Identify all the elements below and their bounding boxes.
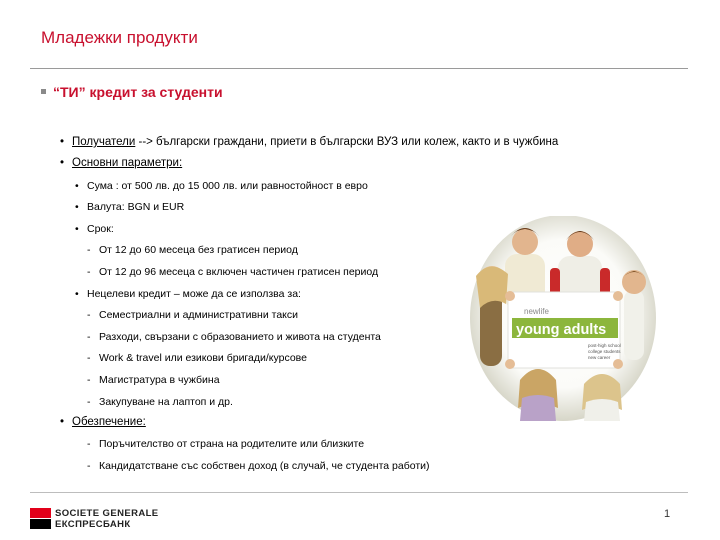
purpose-option-3-text: Work & travel или езикови бригади/курсове xyxy=(99,352,307,364)
person-head xyxy=(512,229,538,255)
bullet-icon: • xyxy=(75,180,79,192)
young-adults-photo xyxy=(470,216,656,421)
section-title: “ТИ” кредит за студенти xyxy=(53,84,223,100)
recipients-label: Получатели xyxy=(72,136,136,148)
footer-divider xyxy=(30,492,688,493)
dash-icon: - xyxy=(87,309,91,321)
hand xyxy=(613,291,623,301)
currency-text: Валута: BGN и EUR xyxy=(87,201,185,213)
hand xyxy=(505,359,515,369)
logo-square-icon xyxy=(30,508,51,529)
bullet-icon: • xyxy=(60,157,65,169)
dash-icon: - xyxy=(87,266,91,278)
params-item xyxy=(60,157,182,169)
dash-icon: - xyxy=(87,460,91,472)
title-divider xyxy=(30,68,688,69)
purpose-option-2 xyxy=(87,331,381,343)
dash-icon: - xyxy=(87,438,91,450)
purpose-option-5 xyxy=(87,396,233,408)
bullet-icon: • xyxy=(75,288,79,300)
params-label: Основни параметри: xyxy=(72,157,183,169)
bullet-icon: • xyxy=(60,136,65,148)
purpose-option-1 xyxy=(87,309,298,321)
term-option-1-text: От 12 до 60 месеца без гратисен период xyxy=(99,244,298,256)
amount-item xyxy=(75,180,368,192)
dash-icon: - xyxy=(87,331,91,343)
collateral-option-1-text: Поръчителство от страна на родителите или близките xyxy=(99,438,365,450)
page-number: 1 xyxy=(664,508,671,520)
square-bullet-icon xyxy=(41,89,46,94)
amount-text: Сума : от 500 лв. до 15 000 лв. или равностойност в евро xyxy=(87,180,368,192)
dash-icon: - xyxy=(87,374,91,386)
purpose-text: Нецелеви кредит – може да се използва за: xyxy=(87,288,301,300)
recipients-text: --> български граждани, приети в български ВУЗ или колеж, както и в чужбина xyxy=(135,136,559,148)
term-option-1 xyxy=(87,244,298,256)
collateral-label: Обезпечение: xyxy=(72,416,146,428)
purpose-option-4 xyxy=(87,374,220,386)
sign-headline: young adults xyxy=(516,322,607,338)
purpose-option-3 xyxy=(87,352,307,364)
term-option-2 xyxy=(87,266,378,278)
person-shirt xyxy=(624,290,644,360)
purpose-option-1-text: Семестриални и административни такси xyxy=(99,309,298,321)
purpose-option-2-text: Разходи, свързани с образованието и живота на студента xyxy=(99,331,381,343)
collateral-option-1 xyxy=(87,438,364,450)
term-text: Срок: xyxy=(87,223,114,235)
purpose-item xyxy=(75,288,301,300)
sign-brand: newlife xyxy=(524,307,549,316)
purpose-option-5-text: Закупуване на лаптоп и др. xyxy=(99,396,233,408)
sign-sub-2: college students xyxy=(588,349,621,354)
hand xyxy=(613,359,623,369)
purpose-option-4-text: Магистратура в чужбина xyxy=(99,374,220,386)
recipients-item xyxy=(60,136,558,148)
collateral-option-2-text: Кандидатстване със собствен доход (в случай, че студента работи) xyxy=(99,460,430,472)
bullet-icon: • xyxy=(60,416,65,428)
term-option-2-text: От 12 до 96 месеца с включен частичен гратисен период xyxy=(99,266,379,278)
dash-icon: - xyxy=(87,352,91,364)
term-item xyxy=(75,223,114,235)
sign-sub-1: post-high school xyxy=(588,343,621,348)
section-heading xyxy=(41,84,223,100)
person-shirt xyxy=(520,395,556,421)
dash-icon: - xyxy=(87,396,91,408)
person-shirt xyxy=(584,399,620,421)
logo-line-1: SOCIETE GENERALE xyxy=(55,508,159,519)
logo-line-2: ЕКСПРЕСБАНК xyxy=(55,519,131,530)
sign-sub-3: new career xyxy=(588,355,611,360)
currency-item xyxy=(75,201,184,213)
bullet-icon: • xyxy=(75,223,79,235)
dash-icon: - xyxy=(87,244,91,256)
hand xyxy=(505,291,515,301)
page-title: Младежки продукти xyxy=(41,28,198,47)
bullet-icon: • xyxy=(75,201,79,213)
person-head xyxy=(622,270,646,294)
collateral-option-2 xyxy=(87,460,430,472)
collateral-item xyxy=(60,416,146,428)
